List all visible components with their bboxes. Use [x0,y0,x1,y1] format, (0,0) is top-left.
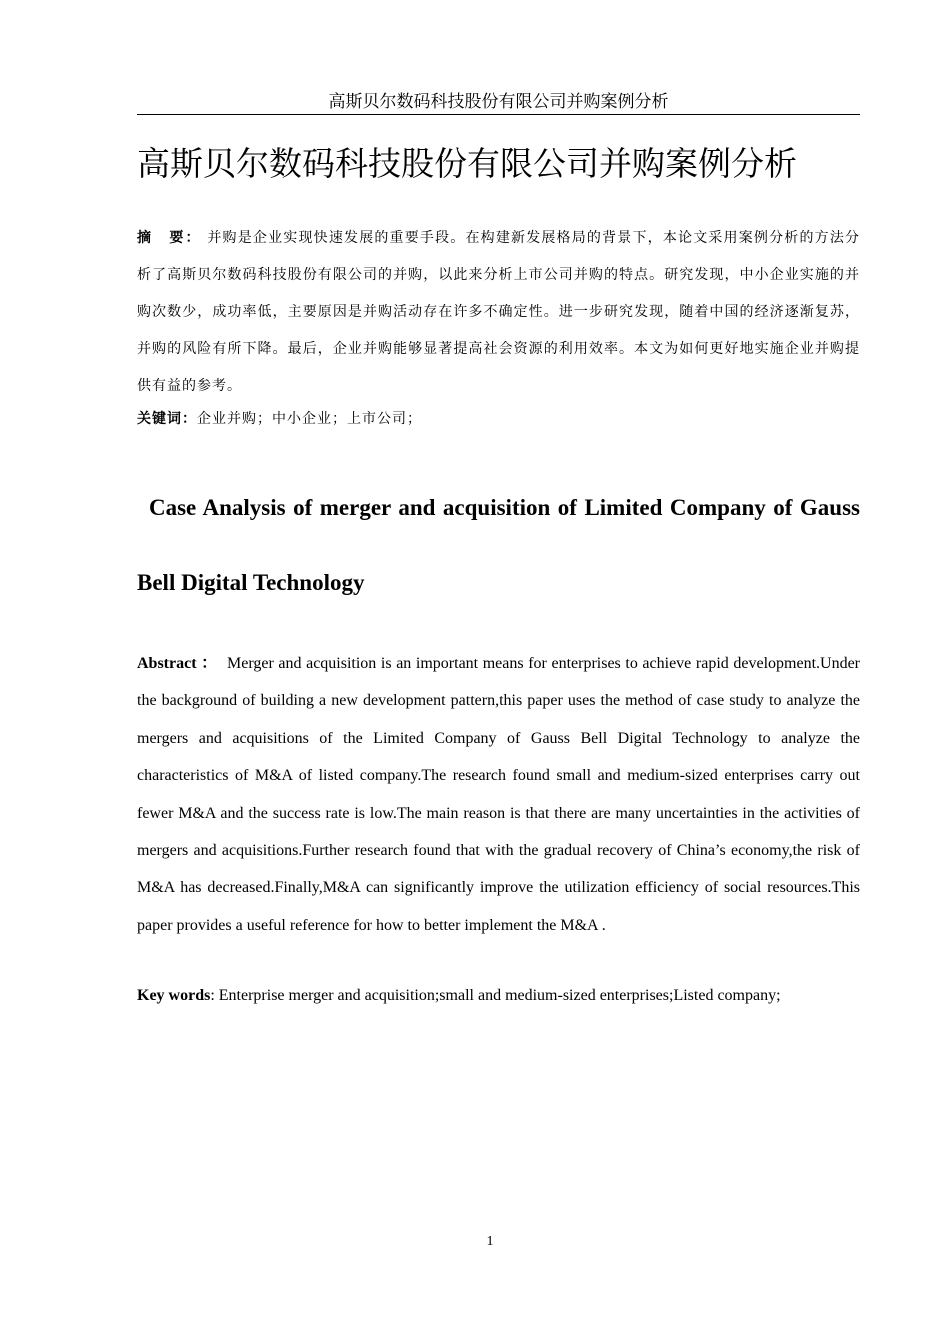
english-abstract-label: Abstract ： [137,655,218,672]
running-header: 高斯贝尔数码科技股份有限公司并购案例分析 [137,90,860,115]
chinese-title: 高斯贝尔数码科技股份有限公司并购案例分析 [137,144,797,183]
english-title: Case Analysis of merger and acquisition of Limited Company of Gauss Bell Digital Technology [137,495,860,595]
chinese-abstract [137,220,860,405]
page-number: 1 [486,1234,494,1249]
english-abstract-text: Merger and acquisition is an important means for enterprises to achieve rapid development.Under the background of building a new development pattern,this paper uses the method of case study to analyze the mergers and acquisitions of the Limited Company of Gauss Bell Digital Technology to analyze the characteristics of M&A of listed company.The research found small and medium-sized enterprises carry out fewer M&A and the success rate is low.The main reason is that there are many uncertainties in the activities of mergers and acquisitions.Further research found that with the gradual recovery of China’s economy,the risk of M&A has decreased.Finally,M&A can significantly improve the utilization efficiency of social resources.This paper provides a useful reference for how to better implement the M&A . [137,655,860,934]
chinese-abstract-label: 摘 要： [137,230,202,246]
english-keywords-label: Key words [137,987,211,1004]
chinese-keywords-label: 关键词： [137,411,197,427]
english-abstract [137,645,860,944]
chinese-abstract-text: 并购是企业实现快速发展的重要手段。在构建新发展格局的背景下，本论文采用案例分析的方法分析了高斯贝尔数码科技股份有限公司的并购，以此来分析上市公司并购的特点。研究发现，中小企业实施的并购次数少，成功率低，主要原因是并购活动存在许多不确定性。进一步研究发现，随着中国的经济逐渐复苏，并购的风险有所下降。最后，企业并购能够显著提高社会资源的利用效率。本文为如何更好地实施企业并购提供有益的参考。 [137,230,861,394]
chinese-keywords-text: 企业并购；中小企业；上市公司； [197,411,422,427]
english-keywords [137,984,860,1008]
english-keywords-text: : Enterprise merger and acquisition;small and medium-sized enterprises;Listed company; [210,987,781,1004]
chinese-keywords [137,405,860,433]
